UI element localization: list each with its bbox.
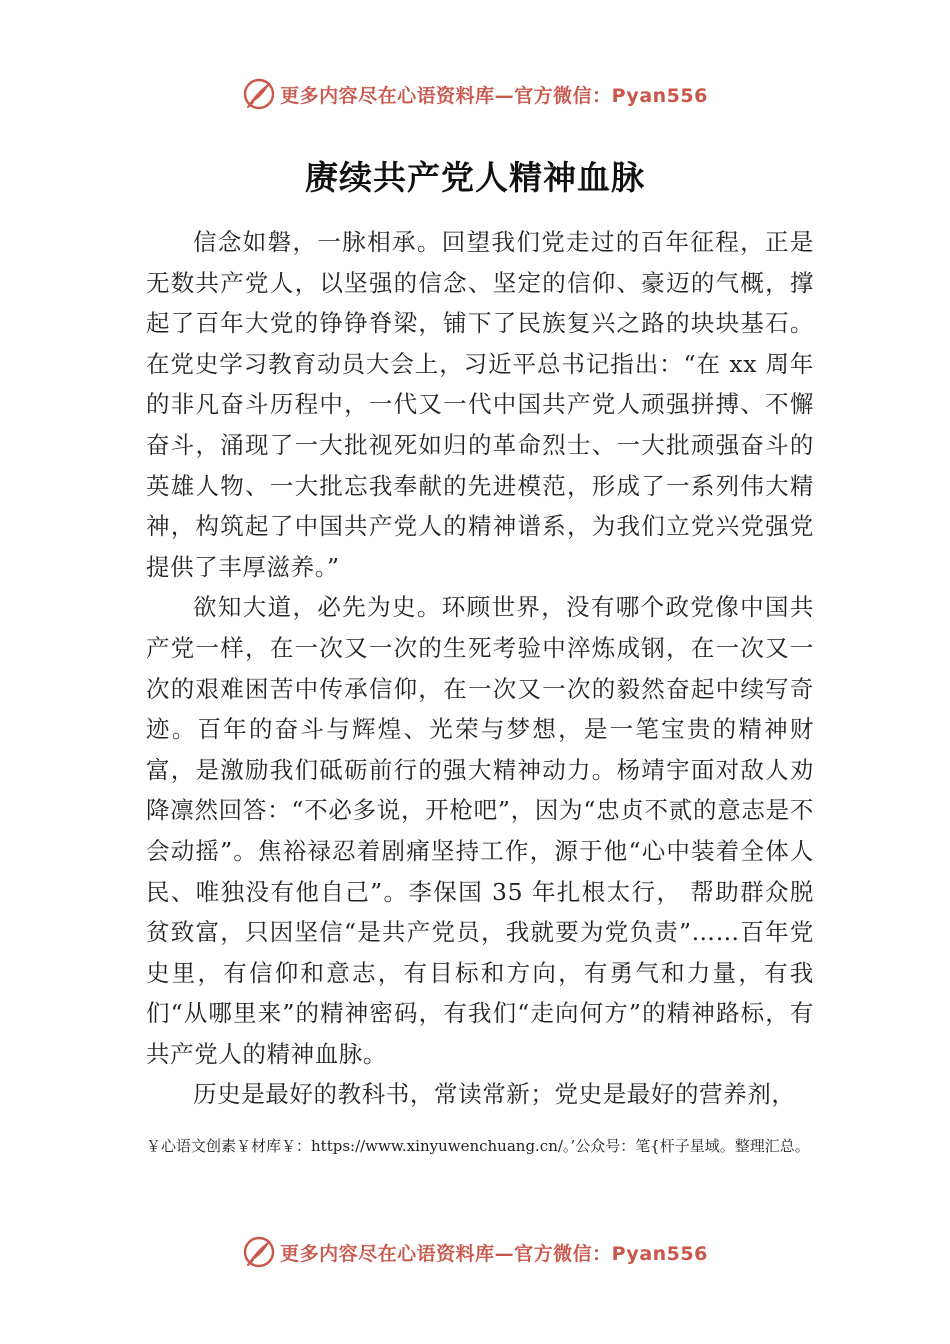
paragraph-3: 历史是最好的教科书，常读常新；党史是最好的营养剂，: [193, 1080, 796, 1109]
banner-text: 更多内容尽在心语资料库—官方微信：Pyan556: [280, 84, 708, 107]
document-body: [146, 222, 814, 1115]
banner-text: 更多内容尽在心语资料库—官方微信：Pyan556: [280, 1242, 708, 1265]
paragraph-2: 欲知大道，必先为史。环顾世界，没有哪个政党像中国共产党一样，在一次又一次的生死考验中淬炼成钢，在一次又一次的艰难困苦中传承信仰，在一次又一次的毅然奋起中续写奇迹。百年的奋斗与辉煌、光荣与梦想，是一笔宝贵的精神财富，是激励我们砥砺前行的强大精神动力。杨靖宇面对敌人劝降凛然回答：“不必多说，开枪吧”，因为“忠贞不贰的意志是不会动摇”。焦裕禄忍着剧痛坚持工作，源于他“心中装着全体人民、唯独没有他自己”。李保国 35 年扎根太行， 帮助群众脱贫致富，只因坚信“是共产党员，我就要为党负责”……百年党史里，有信仰和意志，有目标和方向，有勇气和力量，有我们“从哪里来”的精神密码，有我们“走向何方”的精神路标，有共产党人的精神血脉。: [146, 593, 814, 1068]
footer-banner: [0, 1232, 950, 1272]
paragraph-1: 信念如磐，一脉相承。回望我们党走过的百年征程，正是无数共产党人，以坚强的信念、坚定的信仰、豪迈的气概，撑起了百年大党的铮铮脊梁，铺下了民族复兴之路的块块基石。在党史学习教育动员大会上，习近平总书记指出：“在 xx 周年的非凡奋斗历程中，一代又一代中国共产党人顽强拼搏、不懈奋斗，涌现了一大批视死如归的革命烈士、一大批顽强奋斗的英雄人物、一大批忘我奉献的先进模范，形成了一系列伟大精神，构筑起了中国共产党人的精神谱系，为我们立党兴党强党提供了丰厚滋养。”: [146, 228, 814, 581]
source-footnote: ￥心语文创素￥材库￥：https://www.xinyuwenchuang.cn/。’公众号：笔{杆子星域。整理汇总。: [146, 1137, 810, 1155]
header-banner: [0, 74, 950, 114]
quill-logo-icon: [242, 77, 276, 111]
quill-logo-icon: [242, 1235, 276, 1269]
document-title: 赓续共产党人精神血脉: [305, 158, 645, 197]
